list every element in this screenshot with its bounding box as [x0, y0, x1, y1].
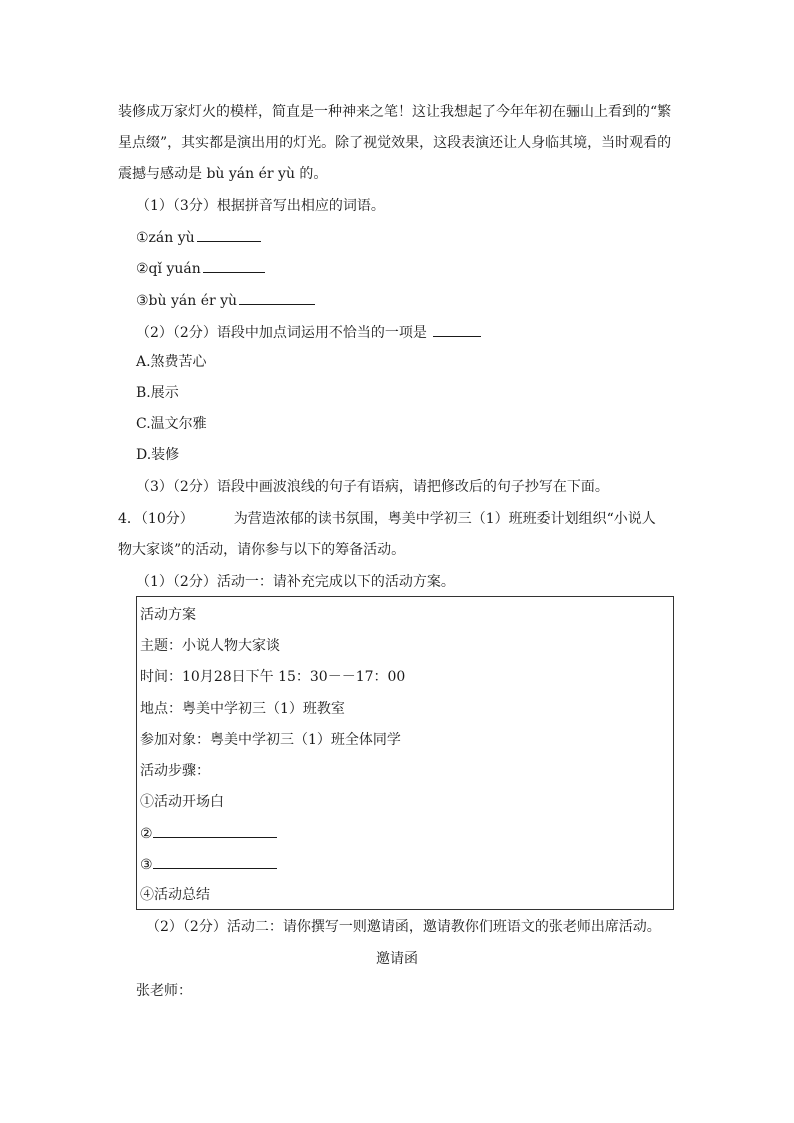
- plan-step-4: ④活动总结: [140, 887, 210, 903]
- plan-steps-label: 活动步骤：: [140, 763, 210, 779]
- plan-step-2: [140, 823, 277, 844]
- option-c[interactable]: C.温文尔雅: [136, 416, 207, 432]
- answer-blank[interactable]: [153, 854, 277, 869]
- plan-participants: 参加对象：粤美中学初三（1）班全体同学: [140, 732, 401, 748]
- plan-theme: 主题：小说人物大家谈: [140, 638, 280, 654]
- plan-title: 活动方案: [140, 607, 196, 623]
- q4-heading-text: 为营造浓郁的读书氛围，粤美中学初三（1）班班委计划组织“小说人: [233, 511, 656, 527]
- q3-item-2: [136, 258, 265, 279]
- q3-sub3-prompt: （3）（2分）语段中画波浪线的句子有语病，请把修改后的句子抄写在下面。: [136, 479, 609, 495]
- invitation-title: 邀请函: [376, 951, 418, 967]
- answer-blank[interactable]: [239, 290, 315, 305]
- q4-sub2-prompt: （2）（2分）活动二：请你撰写一则邀请函，邀请教你们班语文的张老师出席活动。: [146, 919, 661, 935]
- q4-sub1-prompt: （1）（2分）活动一：请补充完成以下的活动方案。: [136, 574, 455, 590]
- option-b[interactable]: B.展示: [136, 385, 179, 401]
- step-2-marker: ②: [140, 826, 153, 842]
- q3-item-1: [136, 227, 261, 248]
- answer-blank[interactable]: [433, 322, 481, 337]
- answer-blank[interactable]: [203, 258, 265, 273]
- answer-blank[interactable]: [197, 227, 261, 242]
- option-a[interactable]: A.煞费苦心: [136, 354, 207, 370]
- plan-step-3: [140, 854, 277, 875]
- invitation-salutation: 张老师：: [136, 983, 192, 999]
- plan-time: 时间：10月28日下午 15：30－－17：00: [140, 669, 406, 685]
- activity-plan-box: [136, 596, 674, 910]
- q3-sub1-prompt: （1）（3分）根据拼音写出相应的词语。: [136, 198, 385, 214]
- pinyin-label: ②qǐ yuán: [136, 261, 201, 277]
- pinyin-label: ①zán yù: [136, 230, 195, 246]
- passage-line-1: 装修成万家灯火的模样，简直是一种神来之笔！这让我想起了今年年初在骊山上看到的“繁: [118, 104, 672, 120]
- q3-sub2-prompt: [136, 322, 481, 343]
- plan-place: 地点：粤美中学初三（1）班教室: [140, 701, 345, 717]
- plan-step-1: ①活动开场白: [140, 794, 224, 810]
- option-d[interactable]: D.装修: [136, 447, 180, 463]
- q3-item-3: [136, 290, 315, 311]
- passage-line-2: 星点缀”，其实都是演出用的灯光。除了视觉效果，这段表演还让人身临其境，当时观看的: [118, 135, 672, 151]
- q3-sub2-text: （2）（2分）语段中加点词运用不恰当的一项是: [136, 325, 427, 341]
- q4-number: 4．（10分）: [118, 511, 194, 527]
- pinyin-label: ③bù yán ér yù: [136, 293, 238, 309]
- answer-blank[interactable]: [153, 823, 277, 838]
- q4-heading: [118, 509, 656, 529]
- passage-line-3: 震撼与感动是 bù yán ér yù 的。: [118, 166, 328, 182]
- step-3-marker: ③: [140, 857, 153, 873]
- q4-heading-line-2: 物大家谈”的活动，请你参与以下的筹备活动。: [118, 542, 406, 558]
